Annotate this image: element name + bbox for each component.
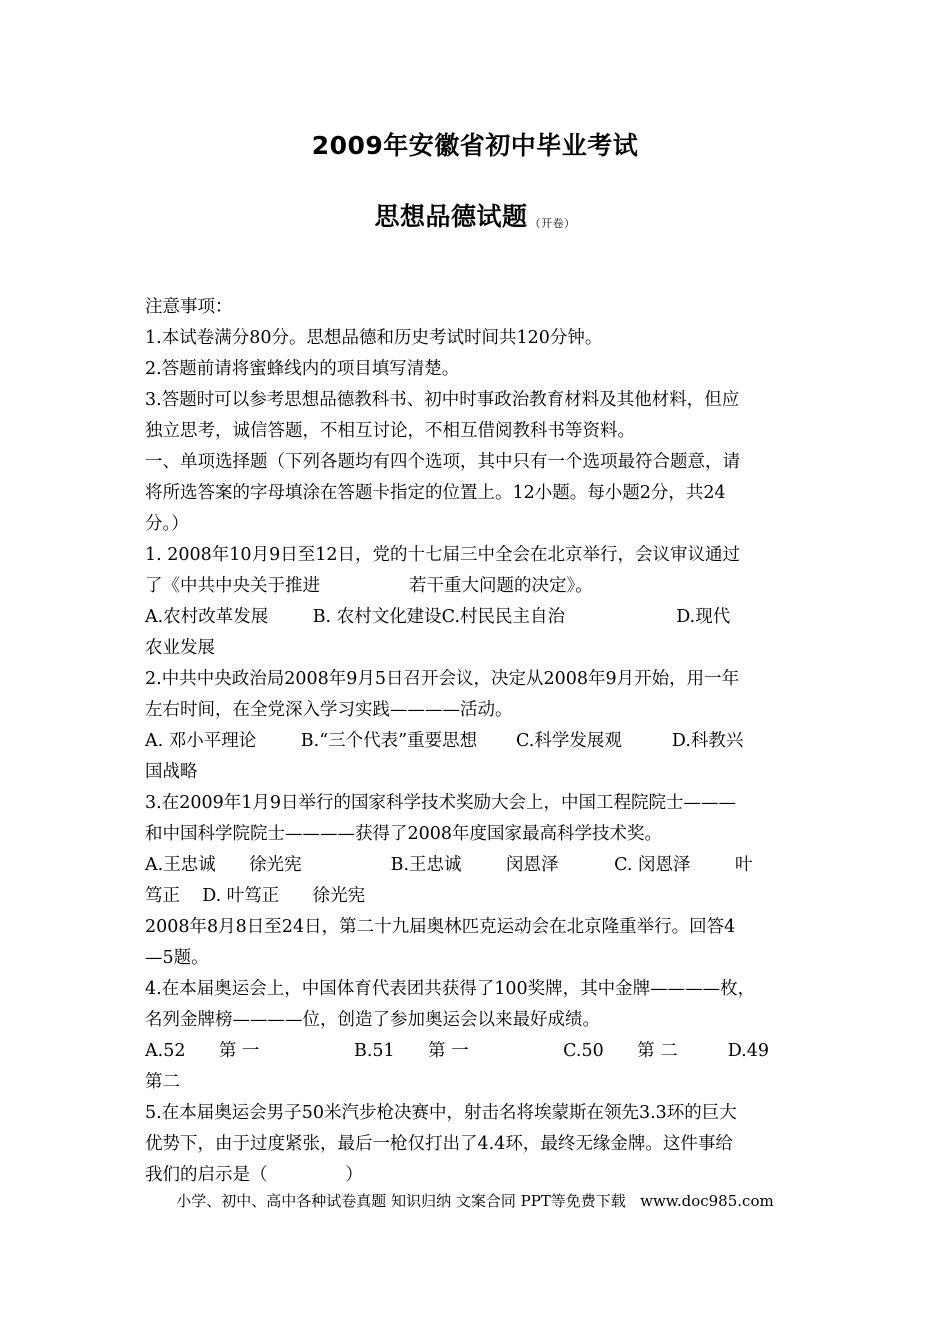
body-line: 2008年8月8日至24日，第二十九届奥林匹克运动会在北京隆重举行。回答4: [145, 917, 736, 937]
body-line: 2.中共中央政治局2008年9月5日召开会议，决定从2008年9月开始，用一年: [145, 669, 740, 689]
body-line: 1. 2008年10月9日至12日，党的十七届三中全会在北京举行，会议审议通过: [145, 545, 740, 565]
body-line: 我们的启示是（ ）: [145, 1165, 363, 1185]
body-line: 3.答题时可以参考思想品德教科书、初中时事政治教育材料及其他材料，但应: [145, 390, 740, 410]
body-line: 3.在2009年1月9日举行的国家科学技术奖励大会上，中国工程院院士———: [145, 793, 736, 813]
body-line: 国战略: [145, 762, 198, 782]
body-line: A.农村改革发展 B. 农村文化建设C.村民民主自治 D.现代: [145, 607, 731, 627]
body-line: 5.在本届奥运会男子50米汽步枪决赛中，射击名将埃蒙斯在领先3.3环的巨大: [145, 1103, 737, 1123]
body-line: 和中国科学院院士————获得了2008年度国家最高科学技术奖。: [145, 824, 663, 844]
body-line: 1.本试卷满分80分。思想品德和历史考试时间共120分钟。: [145, 328, 603, 348]
body-line: 笃正 D. 叶笃正 徐光宪: [145, 886, 366, 906]
body-line: 将所选答案的字母填涂在答题卡指定的位置上。12小题。每小题2分，共24: [145, 483, 726, 503]
body-line: A. 邓小平理论 B.“三个代表”重要思想 C.科学发展观 D.科教兴: [145, 731, 744, 751]
body-line: 了《中共中央关于推进 若干重大问题的决定》。: [145, 576, 593, 596]
subtitle-text: 思想品德试题: [374, 202, 528, 231]
page-footer: 小学、初中、高中各种试卷真题 知识归纳 文案合同 PPT等免费下载 www.doc985.com: [176, 1192, 774, 1210]
body-line: 一、单项选择题（下列各题均有四个选项，其中只有一个选项最符合题意，请: [145, 452, 740, 472]
body-line: 左右时间，在全党深入学习实践————活动。: [145, 700, 513, 720]
exam-body: [145, 292, 810, 1191]
body-line: A.52 第 一 B.51 第 一 C.50 第 二 D.49: [145, 1041, 770, 1061]
body-line: 名列金牌榜————位，创造了参加奥运会以来最好成绩。: [145, 1010, 600, 1030]
body-line: 优势下，由于过度紧张，最后一枪仅打出了4.4环，最终无缘金牌。这件事给: [145, 1134, 733, 1154]
body-line: 第二: [145, 1072, 180, 1092]
body-line: 4.在本届奥运会上，中国体育代表团共获得了100奖牌，其中金牌————枚，: [145, 979, 756, 999]
body-line: —5题。: [145, 948, 209, 968]
body-line: 注意事项：: [145, 297, 233, 317]
body-line: A.王忠诚 徐光宪 B.王忠诚 闵恩泽 C. 闵恩泽 叶: [145, 855, 753, 875]
body-line: 农业发展: [145, 638, 215, 658]
body-line: 分。）: [145, 514, 189, 534]
exam-title: 2009年安徽省初中毕业考试: [311, 131, 639, 160]
exam-subtitle: [0, 197, 950, 233]
body-line: 独立思考，诚信答题，不相互讨论，不相互借阅教科书等资料。: [145, 421, 635, 441]
subtitle-note: （开卷）: [529, 217, 576, 230]
body-line: 2.答题前请将蜜蜂线内的项目填写清楚。: [145, 359, 460, 379]
